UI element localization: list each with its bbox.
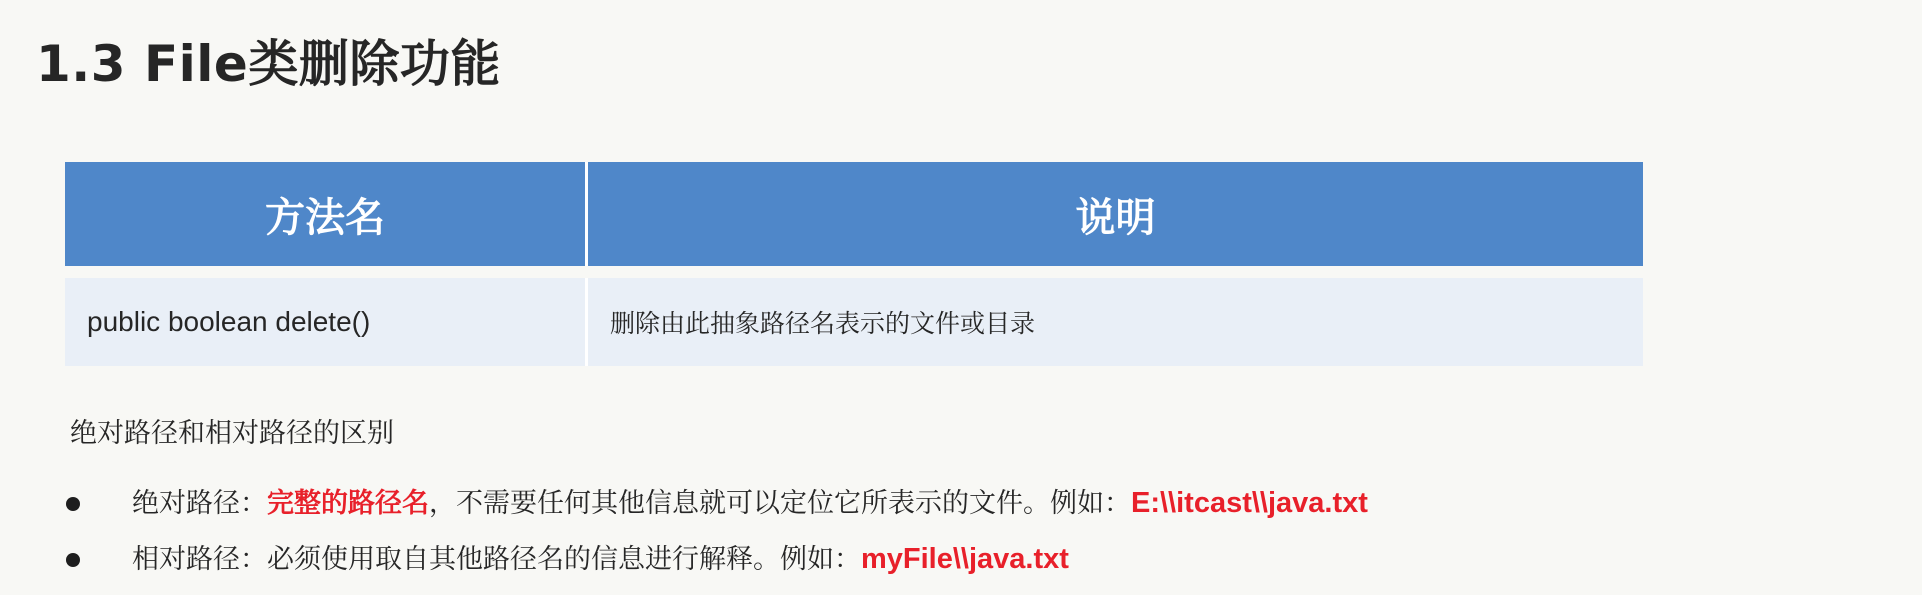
description-cell: 删除由此抽象路径名表示的文件或目录 — [588, 278, 1643, 366]
relative-path-description: 必须使用取自其他路径名的信息进行解释。例如： — [267, 544, 861, 575]
header-description: 说明 — [588, 162, 1643, 266]
absolute-path-text — [132, 478, 1368, 529]
relative-path-label: 相对路径： — [132, 544, 267, 575]
table-row — [65, 278, 1643, 366]
bullet-dot-icon — [66, 553, 80, 567]
header-method-name: 方法名 — [65, 162, 588, 266]
header-gap — [65, 266, 1643, 278]
method-cell: public boolean delete() — [65, 278, 588, 366]
path-difference-heading: 绝对路径和相对路径的区别 — [70, 418, 394, 449]
table-header-row — [65, 162, 1643, 266]
slide-title: 1.3 File类删除功能 — [36, 35, 501, 93]
absolute-path-highlight: 完整的路径名 — [267, 488, 429, 519]
bullet-dot-icon — [66, 497, 80, 511]
relative-path-text — [132, 534, 1069, 585]
absolute-path-example: E:\\itcast\\java.txt — [1131, 487, 1368, 519]
absolute-path-label: 绝对路径： — [132, 488, 267, 519]
relative-path-example: myFile\\java.txt — [861, 543, 1069, 575]
absolute-path-description: ，不需要任何其他信息就可以定位它所表示的文件。例如： — [429, 488, 1131, 519]
method-table — [65, 162, 1643, 366]
